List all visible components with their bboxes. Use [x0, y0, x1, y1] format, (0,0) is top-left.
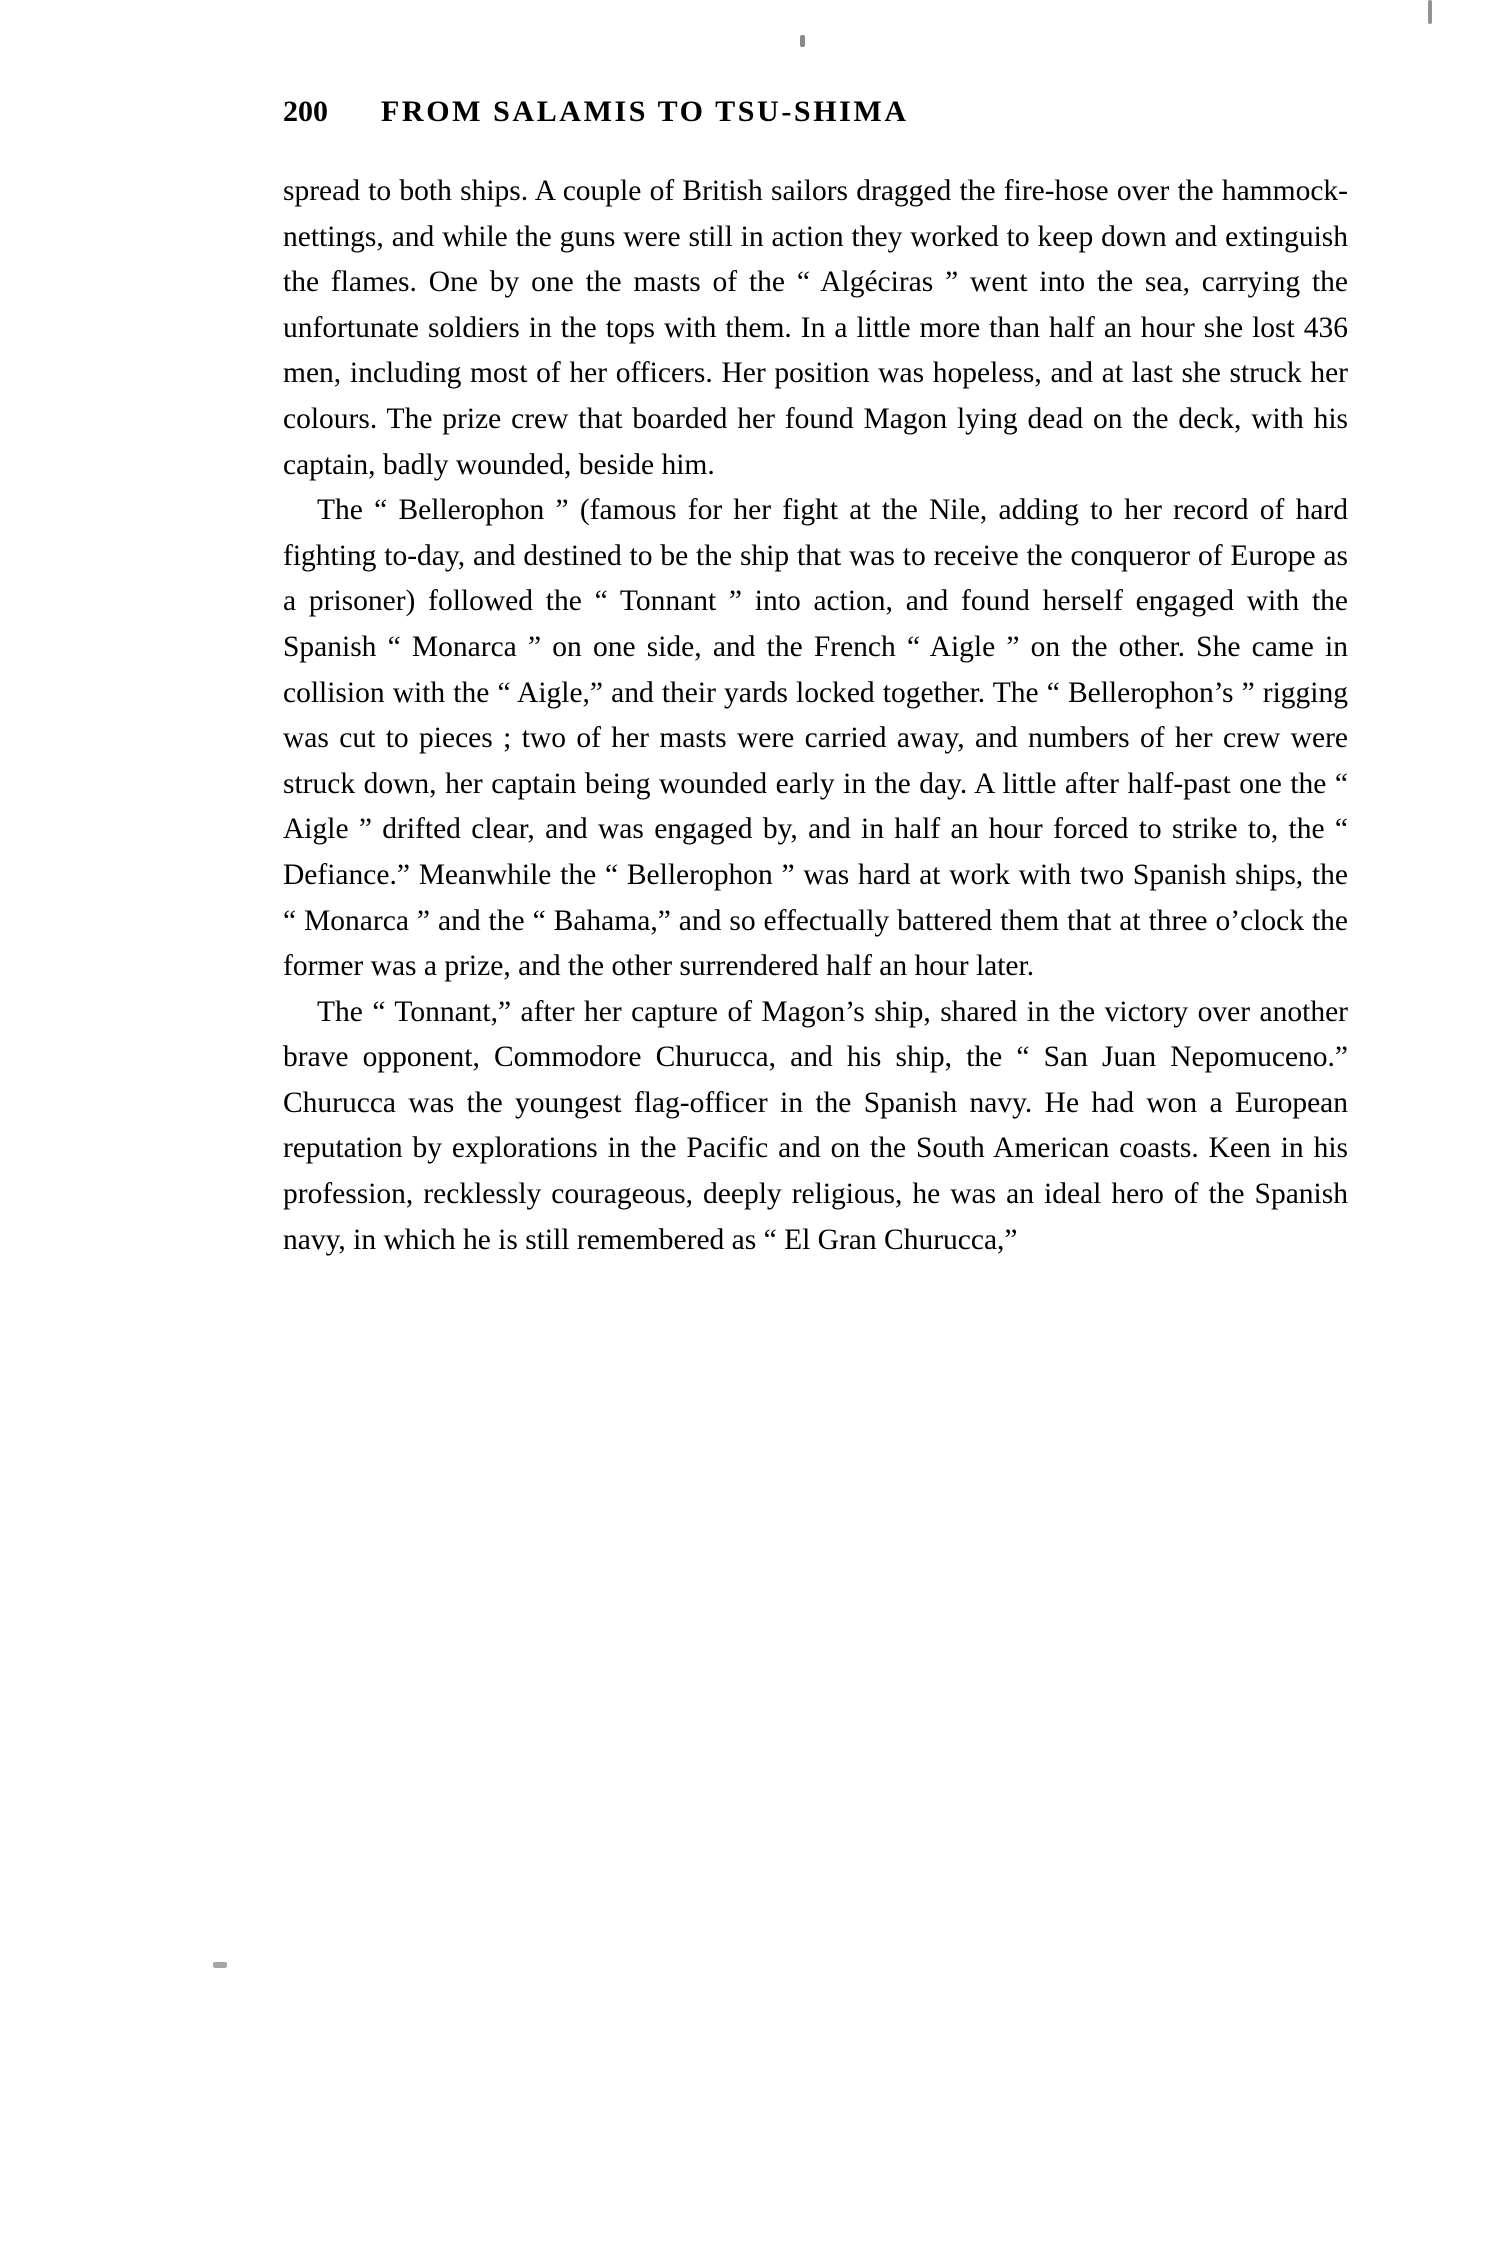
- page-content: [283, 95, 1373, 1263]
- paragraph-1: spread to both ships. A couple of British sailors dragged the fire-hose over the hammock-nettings, and while the guns were still in action they worked to keep down and extinguish the flames. One by one the masts of the “ Algéciras ” went into the sea, carrying the unfortunate soldiers in the tops with them. In a little more than half an hour she lost 436 men, including most of her officers. Her position was hopeless, and at last she struck her colours. The prize crew that boarded her found Magon lying dead on the deck, with his captain, badly wounded, beside him.: [283, 175, 1348, 481]
- page-header: [283, 95, 1373, 129]
- page-number: 200: [283, 95, 328, 128]
- scan-speck-top: [800, 35, 805, 47]
- scan-speck-bottom: [213, 1962, 227, 1968]
- paragraph-3: The “ Tonnant,” after her capture of Magon’s ship, shared in the victory over another brave opponent, Commodore Churucca, and his ship, the “ San Juan Nepomuceno.” Churucca was the youngest flag-officer in the Spanish navy. He had won a European reputation by explorations in the Pacific and on the South American coasts. Keen in his profession, recklessly courageous, deeply religious, he was an ideal hero of the Spanish navy, in which he is still remembered as “ El Gran Churucca,”: [283, 995, 1348, 1256]
- running-head: FROM SALAMIS TO TSU-SHIMA: [381, 95, 909, 128]
- paragraph-2: The “ Bellerophon ” (famous for her fight at the Nile, adding to her record of hard fighting to-day, and destined to be the ship that was to receive the conqueror of Europe as a prisoner) followed the “ Tonnant ” into action, and found herself engaged with the Spanish “ Monarca ” on one side, and the French “ Aigle ” on the other. She came in collision with the “ Aigle,” and their yards locked together. The “ Bellerophon’s ” rigging was cut to pieces ; two of her masts were carried away, and numbers of her crew were struck down, her captain being wounded early in the day. A little after half-past one the “ Aigle ” drifted clear, and was engaged by, and in half an hour forced to strike to, the “ Defiance.” Meanwhile the “ Bellerophon ” was hard at work with two Spanish ships, the “ Monarca ” and the “ Bahama,” and so effectually battered them that at three o’clock the former was a prize, and the other surrendered half an hour later.: [283, 494, 1348, 983]
- page-body: [283, 169, 1348, 1263]
- scan-speck-right: [1428, 0, 1432, 24]
